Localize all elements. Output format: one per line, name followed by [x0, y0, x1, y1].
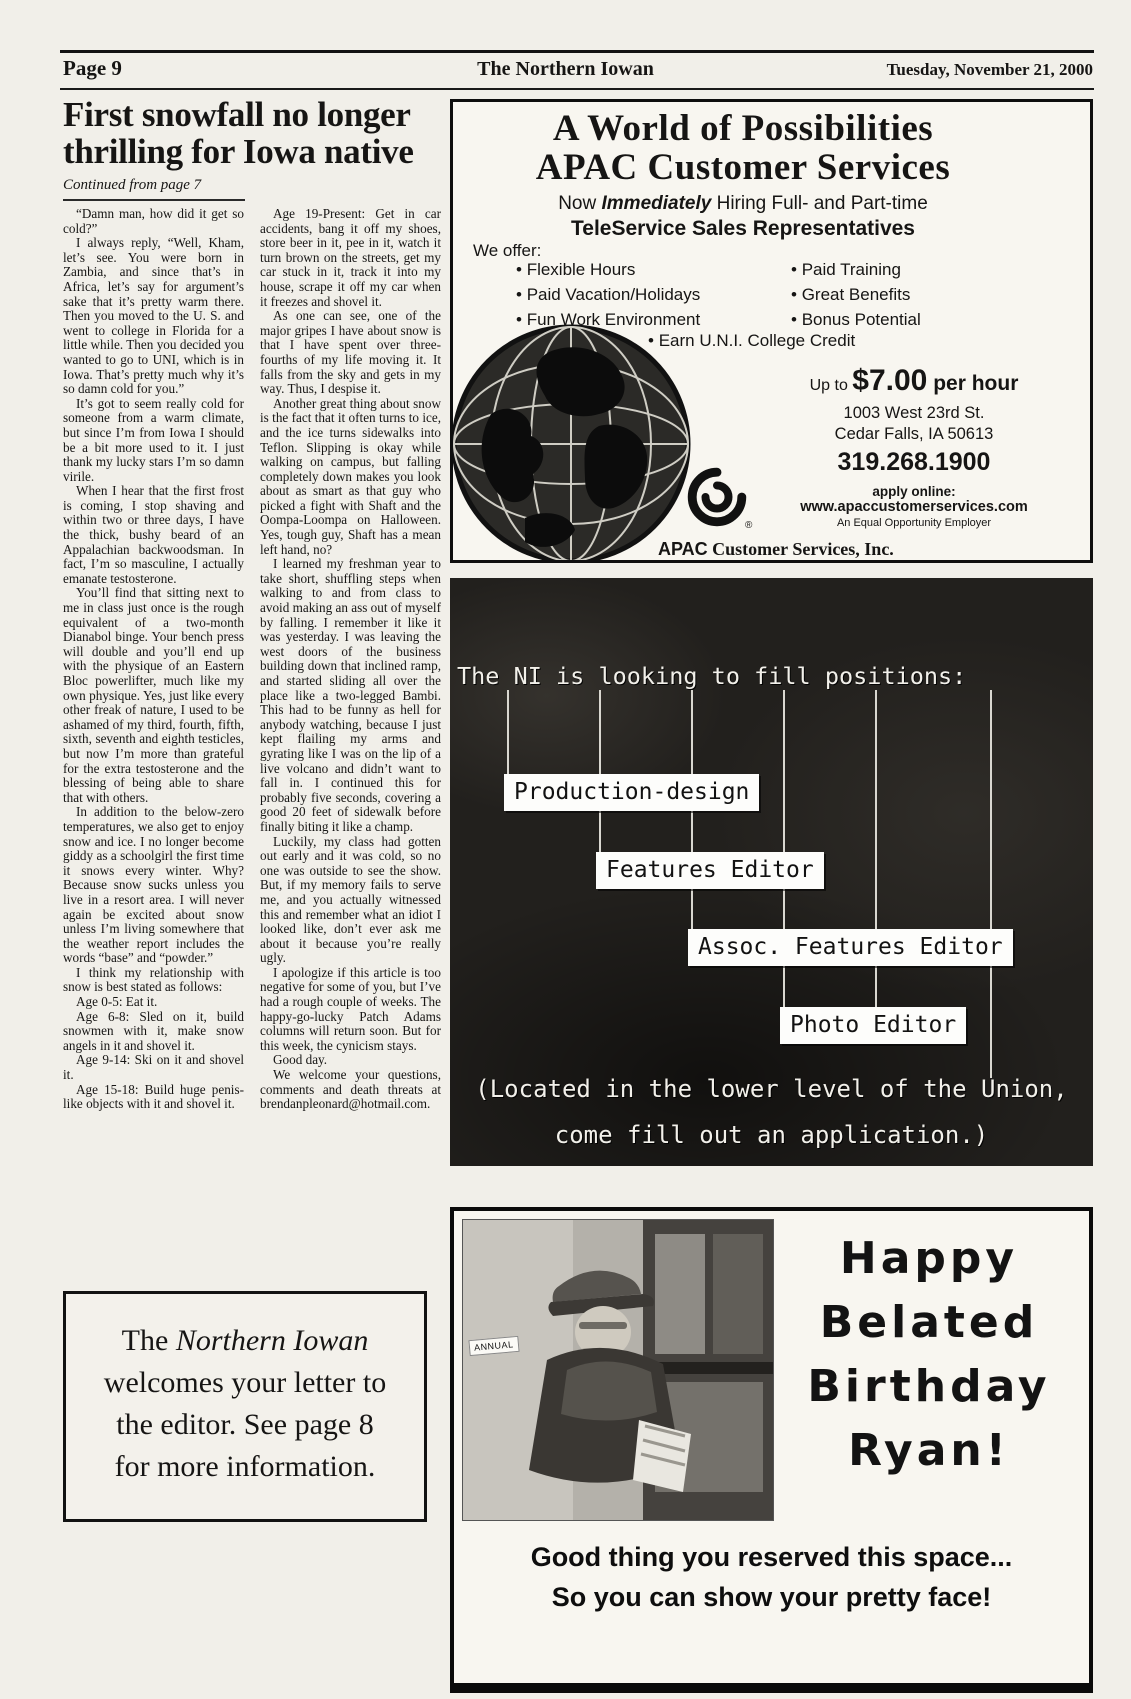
benefit-item: • Flexible Hours — [516, 257, 700, 282]
college-credit-bullet: • Earn U.N.I. College Credit — [648, 331, 855, 351]
connector-line — [990, 690, 992, 1078]
apac-company-line — [658, 539, 978, 560]
article-paragraph: It’s got to seem really cold for someone from a warm climate, but since I’m from Iowa I should be a bit more used to it. I just thank my lucky stars I’m so damn virile. — [63, 395, 244, 484]
article-paragraph: Age 19-Present: Get in car accidents, bang it off my shoes, store beer in it, pee in it, watch it turn brown on the streets, get my car stuck in it, track it into my house, scrape it off my car when it freezes and shovel it. — [260, 206, 441, 309]
letters-line: the editor. See page 8 — [116, 1408, 374, 1441]
benefits-list-right — [791, 257, 921, 332]
article-paragraph: As one can see, one of the major gripes I have about snow is that I have spent over three-fourths of my life moving it. It falls from the sky and gets in my way. Thus, I despise it. — [260, 308, 441, 397]
letters-line: welcomes your letter to — [103, 1366, 387, 1399]
hiring-immediately: Immediately — [601, 193, 712, 214]
letters-to-editor-box — [63, 1291, 427, 1522]
continued-rule — [63, 199, 245, 201]
headline-line: thrilling for Iowa native — [63, 132, 414, 171]
article-paragraph: You’ll find that sitting next to me in class just once is the rough equivalent of a two-month Dianabol binge. Your bench press will double and you’ll end up with the physique of an Eastern Bloc powerlifter, much like my own physique. Yes, just like every other freak of nature, I used to be ashamed of my third, fourth, fifth, sixth, seventh and eighth testicles, but now I’m more than grateful for the extra testosterone and the blessing of being able to share that with others. — [63, 585, 244, 805]
headline-line: First snowfall no longer — [63, 95, 411, 134]
benefit-item: • Great Benefits — [791, 282, 921, 307]
ni-positions-ad — [450, 578, 1093, 1166]
greeting-line: Ryan! — [848, 1425, 1010, 1476]
birthday-greeting — [779, 1227, 1079, 1483]
birthday-message — [454, 1537, 1089, 1617]
pay-line — [749, 364, 1079, 398]
greeting-line: Happy — [839, 1233, 1019, 1284]
apply-online-label: apply online: — [872, 484, 956, 499]
apac-logo-icon — [686, 464, 748, 530]
masthead-top-rule — [60, 50, 1094, 53]
position-box-features-editor: Features Editor — [596, 852, 824, 889]
continued-from-note: Continued from page 7 — [63, 177, 202, 193]
company-name-rest: Customer Services, Inc. — [707, 539, 894, 559]
article-paragraph: Age 6-8: Sled on it, build snowmen with it, make snow angels in it and shovel it. — [63, 1008, 244, 1053]
article-paragraph: We welcome your questions, comments and death threats at brendanpleonard@hotmail.com. — [260, 1067, 441, 1112]
position-box-photo-editor: Photo Editor — [780, 1007, 966, 1044]
photo-illustration — [463, 1220, 774, 1521]
pay-amount: $7.00 — [852, 364, 928, 397]
article-paragraph: Another great thing about snow is the fact that it often turns to ice, and the ice turns sidewalks into Teflon. Slipping is okay while walking on campus, but falling completely down makes you look about as smart as that guy who picked a fight with Shaft and the Oompa-Loompa on Halloween. Yes, tough guy, Shaft has a mean left hand, no? — [260, 395, 441, 557]
article-paragraph: “Damn man, how did it get so cold?” — [63, 206, 244, 236]
benefit-item: • Paid Training — [791, 257, 921, 282]
pay-prefix: Up to — [809, 377, 853, 394]
article-headline — [63, 96, 414, 170]
article-paragraph: I think my relationship with snow is best stated as follows: — [63, 964, 244, 995]
masthead-bottom-rule — [60, 88, 1094, 90]
benefits-list-left — [516, 257, 700, 332]
apac-hiring-line — [453, 193, 1033, 215]
article-paragraph: Age 15-18: Build huge penis-like objects with it and shovel it. — [63, 1081, 244, 1112]
letters-more-lines — [66, 1362, 424, 1488]
apac-ad — [450, 99, 1093, 563]
birthday-ad — [450, 1207, 1093, 1693]
page-number: Page 9 — [63, 56, 122, 80]
letters-prefix: The — [121, 1324, 176, 1357]
ni-footer-line1: (Located in the lower level of the Union, — [475, 1075, 1068, 1103]
message-line: Good thing you reserved this space... — [530, 1542, 1013, 1572]
ni-footer-line2: come fill out an application.) — [554, 1121, 989, 1149]
globe-graphic — [450, 322, 693, 563]
hiring-prefix: Now — [558, 193, 602, 214]
apac-position-title: TeleService Sales Representatives — [571, 217, 915, 240]
birthday-photo — [462, 1219, 774, 1521]
paper-title: The Northern Iowan — [477, 58, 654, 80]
article-paragraph: I always reply, “Well, Kham, let’s see. You were born in Zambia, and since that’s in Africa, let’s say for argument’s sake that it’s pretty warm there. Then you moved to the U. S. and went to college in Florida for a little while. Then you decided you wanted to go to UNI, which is in Iowa. That’s pretty much why it’s so damn cold for you.” — [63, 235, 244, 397]
connector-line — [875, 690, 877, 1042]
phone-number: 319.268.1900 — [837, 448, 991, 476]
letters-line: for more information. — [114, 1450, 376, 1483]
connector-line — [507, 690, 509, 776]
address-line2: Cedar Falls, IA 50613 — [834, 425, 994, 443]
position-box-assoc-features-editor: Assoc. Features Editor — [688, 929, 1013, 966]
apac-contact-block — [749, 364, 1079, 529]
article-paragraph: I learned my freshman year to take short, shuffling steps when walking to and from class to avoid making an ass out of myself by falling. I remember it like it was yesterday. I was leaving the west doors of the business building down that inclined ramp, and started sliding all over the place like a two-legged Bambi. This had to be funny as hell for anybody watching, because I just kept flailing my arms and gyrating like I was on the lip of a live volcano and didn’t want to fall in. I continued this for probably five seconds, covering a good 20 feet of sidewalk before finally biting it like a champ. — [260, 556, 441, 834]
issue-date: Tuesday, November 21, 2000 — [886, 60, 1093, 79]
greeting-line: Birthday — [807, 1361, 1051, 1412]
benefit-item: • Bonus Potential — [791, 307, 921, 332]
greeting-line: Belated — [819, 1297, 1039, 1348]
website-url: www.apaccustomerservices.com — [800, 499, 1028, 515]
apac-ad-title-line2: APAC Customer Services — [535, 147, 951, 188]
registered-mark: ® — [745, 520, 753, 531]
article-body — [63, 207, 441, 1112]
article-paragraph: Good day. — [273, 1052, 328, 1068]
article-paragraph: Age 9-14: Ski on it and shovel it. — [63, 1052, 244, 1083]
position-box-production-design: Production-design — [504, 774, 759, 811]
address-line1: 1003 West 23rd St. — [843, 404, 985, 422]
connector-line — [599, 690, 601, 854]
eoe-note: An Equal Opportunity Employer — [836, 517, 992, 529]
article-paragraph: When I hear that the first frost is coming, I stop shaving and within two or three days, I have the thick, bushy beard of an Appalachian backwoodsman. In fact, I’m so masculine, I actually emanate testosterone. — [63, 483, 244, 586]
hiring-suffix: Hiring Full- and Part-time — [711, 193, 928, 214]
article-paragraph: Luckily, my class had gotten out early and it was cold, so no one was outside to see the show. But, if my memory fails to serve me, and you actually witnessed this and remember what an idiot I looked like, don’t ever ask me about it because you’re really ugly. — [260, 833, 441, 966]
ni-ad-heading: The NI is looking to fill positions: — [457, 662, 967, 690]
article-paragraph: In addition to the below-zero temperatures, we also get to enjoy snow and ice. I no longer become giddy as a schoolgirl the first time it snows every winter. Why? Because snow sucks unless you live in a resort area. I will never again be excited about snow unless I’m living somewhere that the weather report includes the words “base” and “powder.” — [63, 804, 244, 966]
benefit-item: • Fun Work Environment — [516, 307, 700, 332]
company-name-bold: APAC — [658, 539, 708, 559]
we-offer-label: We offer: — [473, 241, 542, 260]
article-paragraph: Age 0-5: Eat it. — [76, 994, 158, 1010]
pay-suffix: per hour — [927, 372, 1019, 395]
photo-tag-label: ANNUAL — [468, 1336, 519, 1356]
benefit-item: • Paid Vacation/Holidays — [516, 282, 700, 307]
apac-ad-title-line1: A World of Possibilities — [552, 108, 934, 149]
letters-paper-name: Northern Iowan — [175, 1324, 369, 1357]
article-paragraph: I apologize if this article is too negative for some of you, but I’ve had a rough couple of weeks. The happy-go-lucky Patch Adams columns will return soon. But for this week, the cynicism stays. — [260, 964, 441, 1053]
letters-line1 — [66, 1320, 424, 1362]
message-line: So you can show your pretty face! — [551, 1582, 992, 1612]
